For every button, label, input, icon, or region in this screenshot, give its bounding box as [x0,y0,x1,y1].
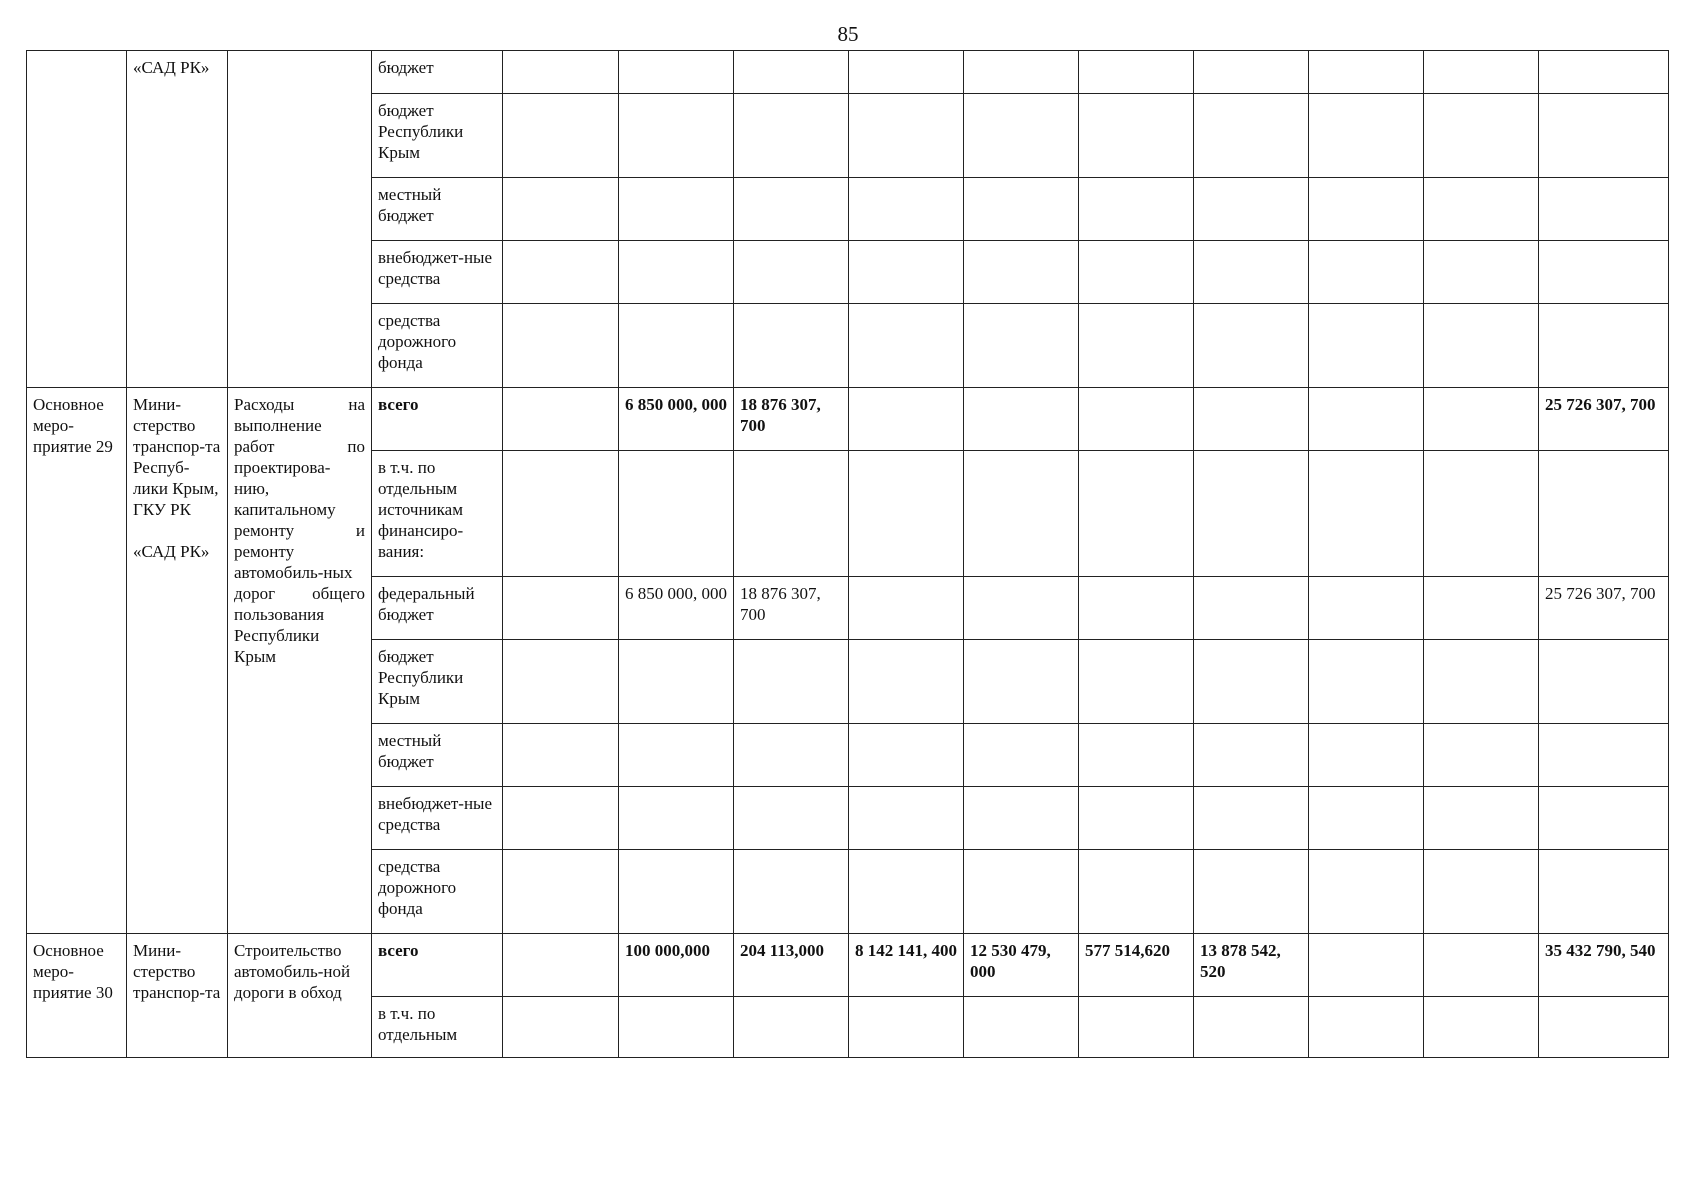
value-cell: 577 514,620 [1079,934,1194,997]
value-cell [1539,94,1669,178]
value-cell [1309,850,1424,934]
value-cell [1309,787,1424,850]
value-cell [619,451,734,577]
value-cell [1424,934,1539,997]
value-cell [619,850,734,934]
value-cell [1309,997,1424,1058]
value-cell [619,787,734,850]
budget-table [26,50,1669,1058]
value-cell [1309,241,1424,304]
value-cell [849,451,964,577]
table-row [27,388,1669,451]
value-cell [503,51,619,94]
measure-name-cell [27,51,127,388]
value-cell [964,388,1079,451]
value-cell: 12 530 479, 000 [964,934,1079,997]
value-cell [849,577,964,640]
value-cell [1424,451,1539,577]
value-cell [503,850,619,934]
value-cell [964,451,1079,577]
value-cell [734,178,849,241]
value-cell [1424,304,1539,388]
value-cell [1079,94,1194,178]
executor-line: «САД РК» [133,542,210,561]
value-cell [1079,451,1194,577]
value-cell [1424,51,1539,94]
value-cell [964,997,1079,1058]
value-cell [849,178,964,241]
funding-source-cell: федеральный бюджет [372,577,503,640]
funding-source-cell: в т.ч. по отдельным [372,997,503,1058]
value-cell [1309,577,1424,640]
value-cell [503,178,619,241]
value-cell [849,850,964,934]
value-cell [1194,577,1309,640]
value-cell [734,640,849,724]
funding-source-cell: средства дорожного фонда [372,850,503,934]
funding-source-cell: средства дорожного фонда [372,304,503,388]
value-cell [503,304,619,388]
value-cell [1079,304,1194,388]
value-cell [1079,241,1194,304]
value-cell [964,51,1079,94]
value-cell [849,724,964,787]
value-cell [964,724,1079,787]
value-cell [1539,304,1669,388]
value-cell [734,787,849,850]
value-cell [1079,997,1194,1058]
value-cell [1309,724,1424,787]
value-cell [1539,850,1669,934]
description-cell: Расходы на выполнение работ по проектирова-нию, капитальному ремонту и ремонту автомобиль-ных дорог общего пользования Республики Крым [228,388,372,934]
value-cell [964,850,1079,934]
table-body [27,51,1669,1058]
value-cell: 18 876 307, 700 [734,388,849,451]
description-cell [228,51,372,388]
value-cell [1309,51,1424,94]
value-cell [1194,241,1309,304]
value-cell [849,640,964,724]
value-cell [503,241,619,304]
value-cell [964,577,1079,640]
description-cell: Строительство автомобиль-ной дороги в обход [228,934,372,1058]
value-cell [849,787,964,850]
funding-source-cell: бюджет Республики Крым [372,640,503,724]
page-number: 85 [837,22,859,46]
value-cell [734,94,849,178]
value-cell [964,640,1079,724]
value-cell [964,94,1079,178]
measure-name-cell: Основное меро-приятие 29 [27,388,127,934]
value-cell [1079,850,1194,934]
value-cell [849,241,964,304]
value-cell [849,51,964,94]
value-cell [1539,51,1669,94]
value-cell: 18 876 307, 700 [734,577,849,640]
funding-source-cell: внебюджет-ные средства [372,787,503,850]
value-cell [1539,724,1669,787]
value-cell: 35 432 790, 540 [1539,934,1669,997]
value-cell [503,997,619,1058]
value-cell [1194,787,1309,850]
value-cell: 13 878 542, 520 [1194,934,1309,997]
table-row [27,51,1669,94]
value-cell [503,934,619,997]
value-cell: 204 113,000 [734,934,849,997]
value-cell [1539,997,1669,1058]
value-cell [503,94,619,178]
value-cell [503,577,619,640]
measure-name-cell: Основное меро-приятие 30 [27,934,127,1058]
value-cell [1539,178,1669,241]
value-cell [619,241,734,304]
value-cell [1079,388,1194,451]
value-cell: 25 726 307, 700 [1539,577,1669,640]
value-cell [1424,94,1539,178]
value-cell [1309,304,1424,388]
value-cell [1424,388,1539,451]
value-cell [1194,451,1309,577]
value-cell: 8 142 141, 400 [849,934,964,997]
value-cell [849,997,964,1058]
value-cell [619,724,734,787]
value-cell [1424,178,1539,241]
value-cell [1424,724,1539,787]
value-cell: 6 850 000, 000 [619,577,734,640]
value-cell [1424,997,1539,1058]
funding-source-cell: бюджет [372,51,503,94]
value-cell [1309,94,1424,178]
value-cell: 100 000,000 [619,934,734,997]
value-cell [503,640,619,724]
value-cell [1424,577,1539,640]
value-cell [619,304,734,388]
value-cell [964,304,1079,388]
value-cell [619,640,734,724]
value-cell [734,997,849,1058]
value-cell [1309,451,1424,577]
value-cell [734,724,849,787]
value-cell [619,94,734,178]
value-cell [619,997,734,1058]
value-cell [849,304,964,388]
value-cell [503,451,619,577]
value-cell [849,388,964,451]
value-cell [1424,241,1539,304]
value-cell [503,724,619,787]
value-cell [1079,787,1194,850]
value-cell [619,51,734,94]
value-cell [1194,388,1309,451]
value-cell [849,94,964,178]
value-cell [1194,850,1309,934]
value-cell [1194,51,1309,94]
value-cell [1309,934,1424,997]
value-cell [1539,451,1669,577]
value-cell [1309,178,1424,241]
value-cell [1194,997,1309,1058]
value-cell [1539,787,1669,850]
value-cell [734,304,849,388]
funding-source-cell: местный бюджет [372,178,503,241]
value-cell [1539,241,1669,304]
executor-line: Мини-стерство транспор-та Респуб-лики Крым, ГКУ РК [133,395,221,519]
value-cell [1194,724,1309,787]
value-cell [734,850,849,934]
value-cell [1194,640,1309,724]
funding-source-cell: всего [372,934,503,997]
value-cell [1309,388,1424,451]
value-cell: 6 850 000, 000 [619,388,734,451]
value-cell [964,787,1079,850]
value-cell [964,241,1079,304]
value-cell [1424,640,1539,724]
executor-cell: Мини-стерство транспор-та [127,934,228,1058]
value-cell [1079,577,1194,640]
value-cell [734,51,849,94]
value-cell: 25 726 307, 700 [1539,388,1669,451]
table-row [27,934,1669,997]
funding-source-cell: в т.ч. по отдельным источникам финансиро-вания: [372,451,503,577]
value-cell [619,178,734,241]
executor-cell [127,388,228,934]
value-cell [1309,640,1424,724]
value-cell [1079,724,1194,787]
value-cell [1194,178,1309,241]
value-cell [964,178,1079,241]
value-cell [1079,51,1194,94]
funding-source-cell: всего [372,388,503,451]
value-cell [1079,178,1194,241]
value-cell [1079,640,1194,724]
value-cell [1194,94,1309,178]
value-cell [1539,640,1669,724]
executor-cell: «САД РК» [127,51,228,388]
value-cell [1194,304,1309,388]
funding-source-cell: местный бюджет [372,724,503,787]
funding-source-cell: бюджет Республики Крым [372,94,503,178]
value-cell [734,241,849,304]
value-cell [1424,787,1539,850]
value-cell [1424,850,1539,934]
value-cell [503,787,619,850]
value-cell [503,388,619,451]
value-cell [734,451,849,577]
funding-source-cell: внебюджет-ные средства [372,241,503,304]
